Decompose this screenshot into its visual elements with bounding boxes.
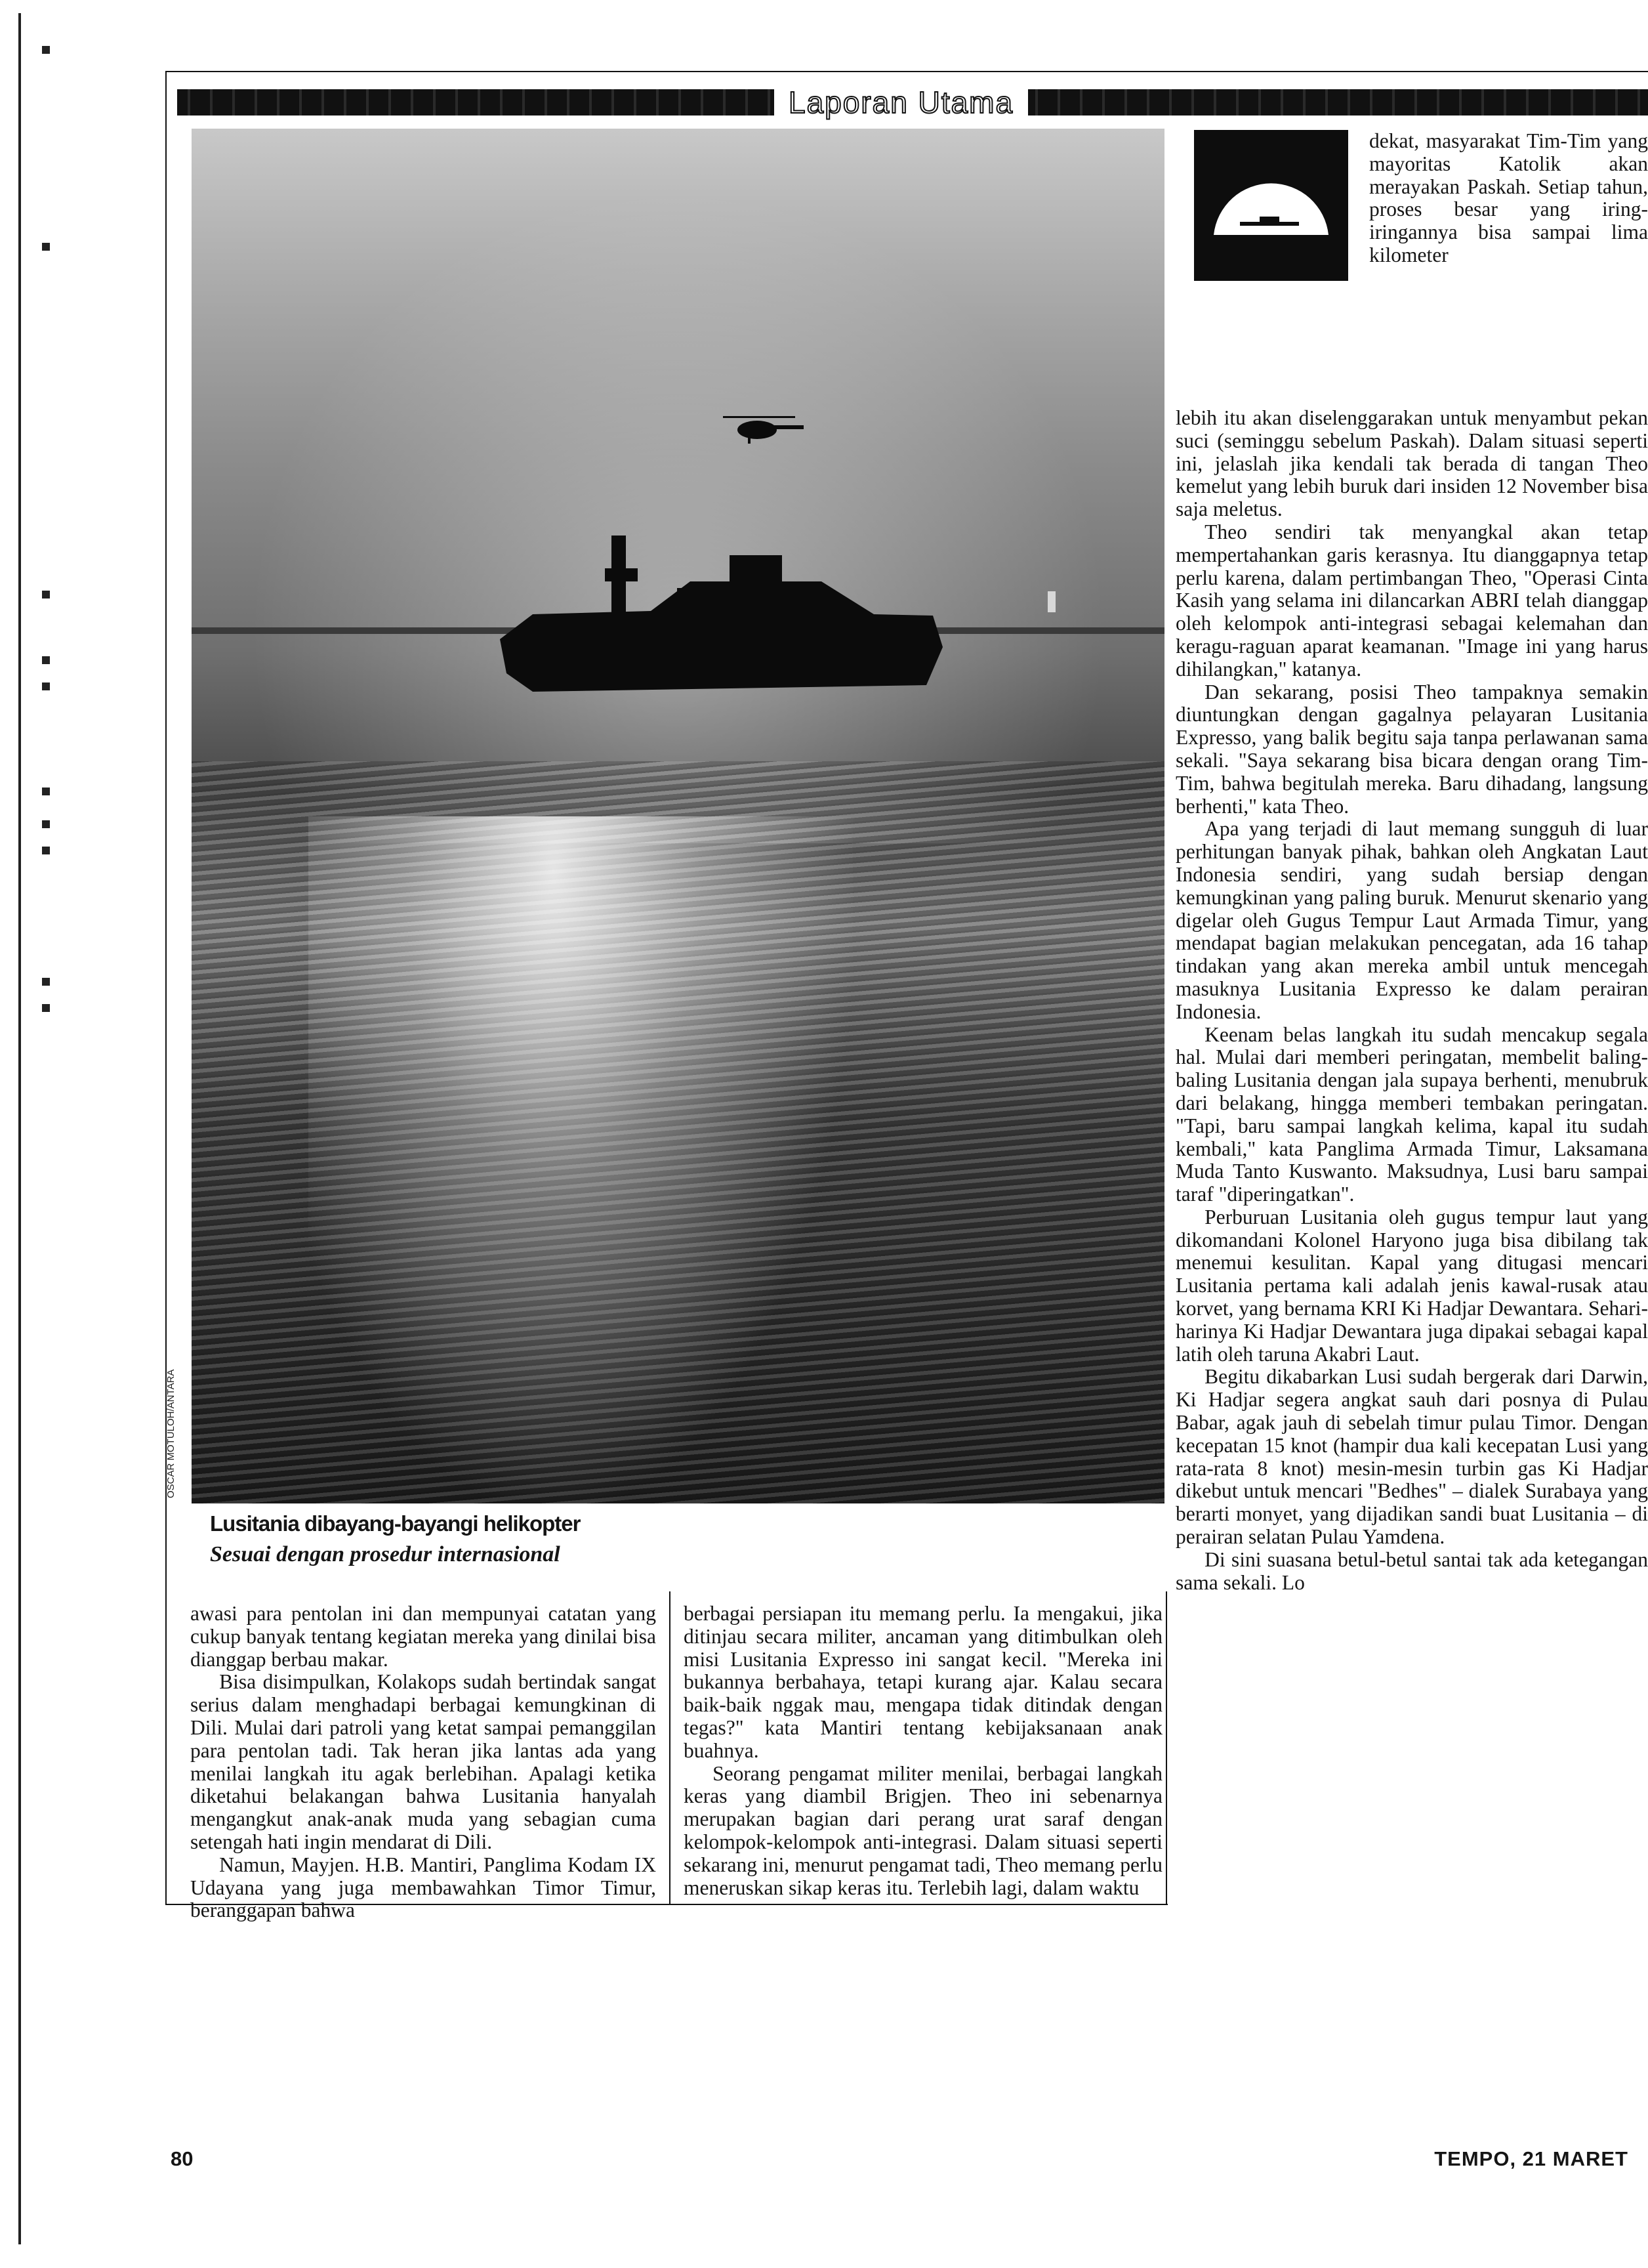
paragraph: Namun, Mayjen. H.B. Mantiri, Panglima Kodam IX Udayana yang juga membawahkan Timor Timur, beranggapan bahwa	[190, 1853, 656, 1922]
margin-mark	[42, 243, 50, 251]
page-frame-top	[165, 71, 1648, 72]
paragraph: Seorang pengamat militer menilai, berbagai langkah keras yang diambil Brigjen. Theo ini sebenarnya merupakan bagian dari perang urat saraf dengan kelompok-kelompok anti-integrasi. Dalam situasi seperti sekarang ini, menurut pengamat tadi, Theo memang perlu meneruskan sikap keras itu. Terlebih lagi, dalam waktu	[684, 1761, 1163, 1899]
paragraph: Di sini suasana betul-betul santai tak ada ketegangan sama sekali. Lo	[1176, 1547, 1648, 1594]
column-rule	[1166, 1591, 1167, 1905]
margin-mark	[42, 682, 50, 690]
paragraph: Begitu dikabarkan Lusi sudah bergerak dari Darwin, Ki Hadjar segera angkat sauh dari posnya di Pulau Babar, agak jauh di sebelah timur pulau Timor. Dengan kecepatan 15 knot (hampir dua kali kecepatan Lusi yang rata-rata 8 knot) mesin-mesin turbin gas Ki Hadjar dikebut untuk mencari "Bedhes" – dialek Surabaya yang berarti monyet, yang dijadikan sandi buat Lusitania – di perairan selatan Pulau Yamdena.	[1176, 1365, 1648, 1549]
margin-mark	[42, 978, 50, 986]
margin-mark	[42, 1004, 50, 1012]
scan-edge-line	[18, 13, 21, 2244]
paragraph: Keenam belas langkah itu sudah mencakup segala hal. Mulai dari memberi peringatan, membelit baling-baling Lusitania dengan jala supaya berhenti, menubruk dari belakang, hingga memberi tembakan peringatan. "Tapi, baru sampai langkah kelima, kapal itu sudah kembali," kata Panglima Armada Timur, Laksamana Muda Tanto Kuswanto. Maksudnya, Lusi baru sampai taraf "diperingatkan".	[1176, 1022, 1648, 1206]
article-column-2	[684, 1603, 1163, 1899]
section-logo-icon	[1194, 130, 1348, 281]
margin-mark	[42, 788, 50, 795]
ship-photo	[192, 129, 1164, 1503]
paragraph: Theo sendiri tak menyangkal akan tetap mempertahankan garis kerasnya. Itu dianggapnya tetap perlu karena, dalam pertimbangan Theo, "Operasi Cinta Kasih yang selama ini dilancarkan ABRI telah dianggap oleh kelompok anti-integrasi sebagai kelemahan dan keragu-raguan aparat keamanan. "Image ini yang harus dihilangkan," katanya.	[1176, 520, 1648, 681]
paragraph: dekat, masyarakat Tim-Tim yang mayoritas Katolik akan merayakan Paskah. Setiap tahun, proses besar yang iring-iringannya bisa sampai lima kilometer	[1369, 129, 1648, 266]
photo-credit: OSCAR MOTULOH/ANTARA	[165, 1369, 176, 1499]
margin-mark	[42, 820, 50, 828]
photo-caption-title: Lusitania dibayang-bayangi helikopter	[210, 1511, 581, 1536]
page-frame-left	[165, 71, 167, 1905]
photo-caption-subtitle: Sesuai dengan prosedur internasional	[210, 1542, 560, 1566]
paragraph: lebih itu akan diselenggarakan untuk menyambut pekan suci (seminggu sebelum Paskah). Dalam situasi seperti ini, jelaslah jika kendali tak berada di tangan Theo kemelut yang lebih buruk dari insiden 12 November bisa saja meletus.	[1176, 406, 1648, 521]
margin-mark	[42, 847, 50, 854]
article-column-3	[1176, 407, 1648, 1594]
margin-mark	[42, 591, 50, 598]
section-title: Laporan Utama	[774, 81, 1028, 123]
page-number: 80	[171, 2147, 194, 2170]
distant-lighthouse	[1048, 591, 1056, 612]
paragraph: Perburuan Lusitania oleh gugus tempur laut yang dikomandani Kolonel Haryono juga bisa dibilang tak menemui kesulitan. Kapal yang ditugasi mencari Lusitania pertama kali adalah jenis kawal-rusak atau korvet, yang bernama KRI Ki Hadjar Dewantara. Sehari-harinya Ki Hadjar Dewantara juga dipakai sebagai kapal latih oleh taruna Akabri Laut.	[1176, 1205, 1648, 1366]
column-rule	[669, 1591, 670, 1905]
article-column-1	[190, 1603, 656, 1922]
ship-silhouette	[500, 536, 943, 692]
paragraph: berbagai persiapan itu memang perlu. Ia mengakui, jika ditinjau secara militer, ancaman yang ditimbulkan oleh misi Lusitania Expresso ini sangat kecil. "Mereka ini bukannya berbahaya, tetapi kurang ajar. Kalau secara baik-baik nggak mau, mengapa tidak ditindak dengan tegas?" kata Mantiri tentang kebijaksanaan anak buahnya.	[684, 1602, 1163, 1762]
paragraph: Bisa disimpulkan, Kolakops sudah bertindak sangat serius dalam menghadapi berbagai kemungkinan di Dili. Mulai dari patroli yang ketat sampai pemanggilan para pentolan tadi. Tak heran jika lantas ada yang menilai langkah itu agak berlebihan. Apalagi ketika diketahui belakangan bahwa Lusitania hanyalah mengangkut anak-anak muda yang sebagian cuma setengah hati ingin mendarat di Dili.	[190, 1670, 656, 1853]
publication-footer: TEMPO, 21 MARET	[1434, 2147, 1628, 2170]
paragraph: Apa yang terjadi di laut memang sungguh di luar perhitungan banyak pihak, bahkan oleh Angkatan Laut Indonesia sendiri, yang sudah bersiap dengan kemungkinan yang paling buruk. Menurut skenario yang digelar oleh Gugus Tempur Laut Armada Timur, yang mendapat bagian melakukan pencegatan, ada 16 tahap tindakan yang akan mereka ambil untuk mencegah masuknya Lusitania Expresso ke dalam perairan Indonesia.	[1176, 817, 1648, 1023]
paragraph: awasi para pentolan ini dan mempunyai catatan yang cukup banyak tentang kegiatan mereka yang dinilai bisa dianggap berbau makar.	[190, 1602, 656, 1671]
article-column-3-top	[1369, 130, 1648, 267]
paragraph: Dan sekarang, posisi Theo tampaknya semakin diuntungkan dengan gagalnya pelayaran Lusitania Expresso, yang balik begitu saja tanpa perlawanan sama sekali. "Saya sekarang bisa bicara dengan orang Tim-Tim, bahwa begitulah mereka. Baru dihadang, langsung berhenti," kata Theo.	[1176, 680, 1648, 818]
margin-mark	[42, 656, 50, 664]
helicopter-silhouette	[723, 416, 804, 444]
ship-silhouette-svg	[192, 129, 1164, 1503]
margin-mark	[42, 46, 50, 54]
